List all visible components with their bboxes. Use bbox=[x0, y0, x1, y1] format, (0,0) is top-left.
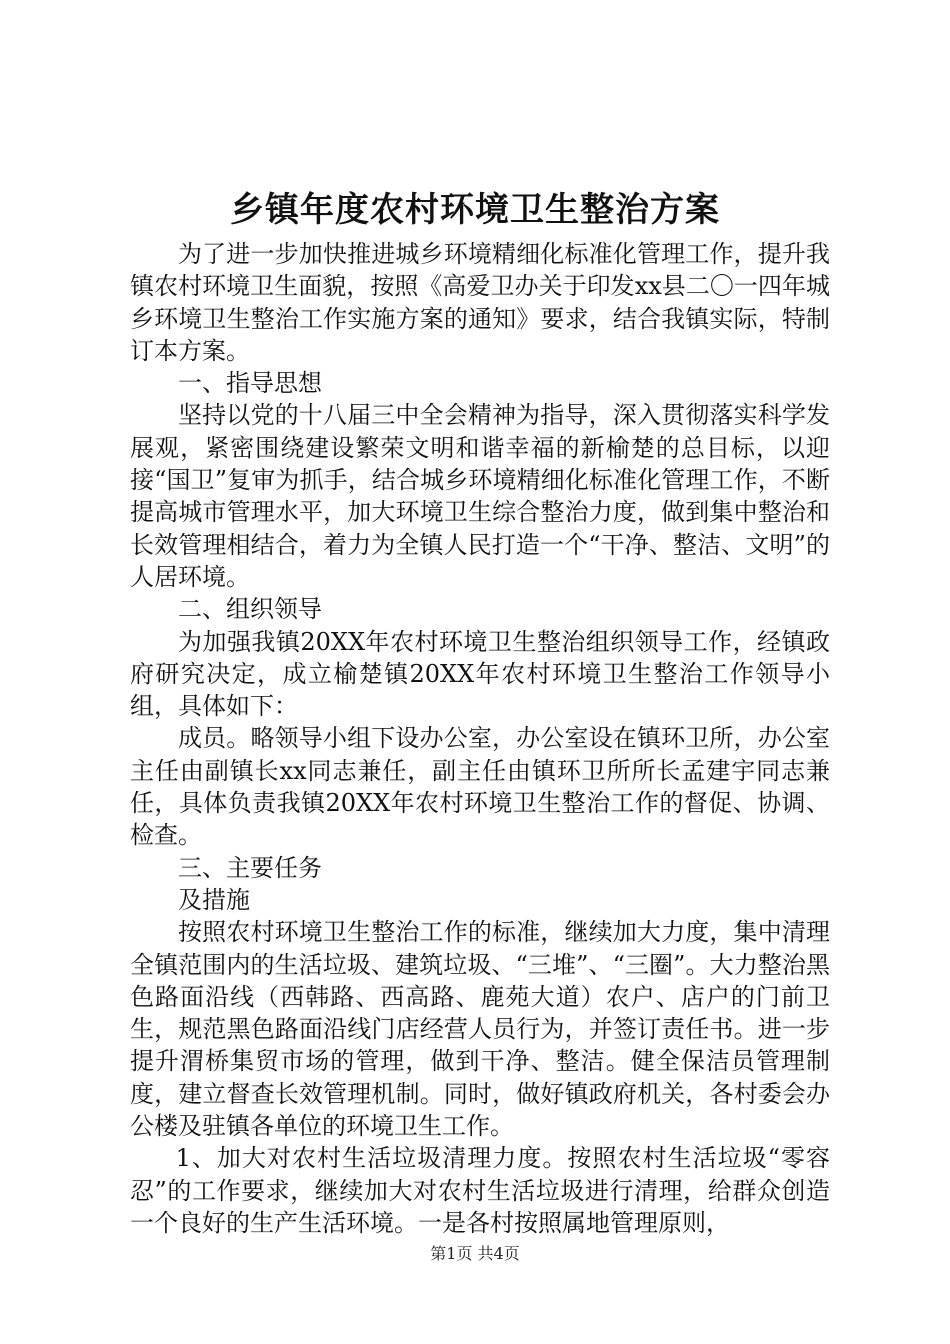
section-heading-organization: 二、组织领导 bbox=[178, 595, 322, 624]
guiding-ideology-paragraph: 坚持以党的十八届三中全会精神为指导，深入贯彻落实科学发展观，紧密围绕建设繁荣文明和谐幸福的新榆楚的总目标，以迎接“国卫”复审为抓手，结合城乡环境精细化标准化管理工作，不断提高城市管理水平，加大环境卫生综合整治力度，做到集中整治和长效管理相结合，着力为全镇人民打造一个“干净、整洁、文明”的人居环境。 bbox=[130, 401, 830, 591]
document-body bbox=[130, 238, 830, 1239]
tasks-paragraph: 按照农村环境卫生整治工作的标准，继续加大力度，集中清理全镇范围内的生活垃圾、建筑垃圾、“三堆”、“三圈”。大力整治黑色路面沿线（西韩路、西高路、鹿苑大道）农户、店户的门前卫生，规范黑色路面沿线门店经营人员行为，并签订责任书。进一步提升渭桥集贸市场的管理，做到干净、整洁。健全保洁员管理制度，建立督查长效管理机制。同时，做好镇政府机关，各村委会办公楼及驻镇各单位的环境卫生工作。 bbox=[130, 918, 830, 1141]
members-paragraph: 成员。略领导小组下设办公室，办公室设在镇环卫所，办公室主任由副镇长xx同志兼任，副主任由镇环卫所所长孟建宇同志兼任，具体负责我镇20XX年农村环境卫生整治工作的督促、协调、检查。 bbox=[130, 724, 830, 850]
document-title: 乡镇年度农村环境卫生整治方案 bbox=[230, 190, 720, 230]
section-heading-measures: 及措施 bbox=[178, 885, 250, 914]
organization-paragraph: 为加强我镇20XX年农村环境卫生整治组织领导工作，经镇政府研究决定，成立榆楚镇20XX年农村环境卫生整治工作领导小组，具体如下： bbox=[130, 627, 830, 721]
intro-paragraph: 为了进一步加快推进城乡环境精细化标准化管理工作，提升我镇农村环境卫生面貌，按照《高爱卫办关于印发xx县二〇一四年城乡环境卫生整治工作实施方案的通知》要求，结合我镇实际，特制订本方案。 bbox=[130, 240, 830, 365]
section-heading-guiding-ideology: 一、指导思想 bbox=[178, 369, 322, 398]
numbered-item-1: 1、加大对农村生活垃圾清理力度。按照农村生活垃圾“零容忍”的工作要求，继续加大对农村生活垃圾进行清理，给群众创造一个良好的生产生活环境。一是各村按照属地管理原则， bbox=[130, 1144, 830, 1237]
section-heading-main-tasks: 三、主要任务 bbox=[178, 853, 322, 882]
page-indicator: 第1页 共4页 bbox=[430, 1244, 520, 1263]
